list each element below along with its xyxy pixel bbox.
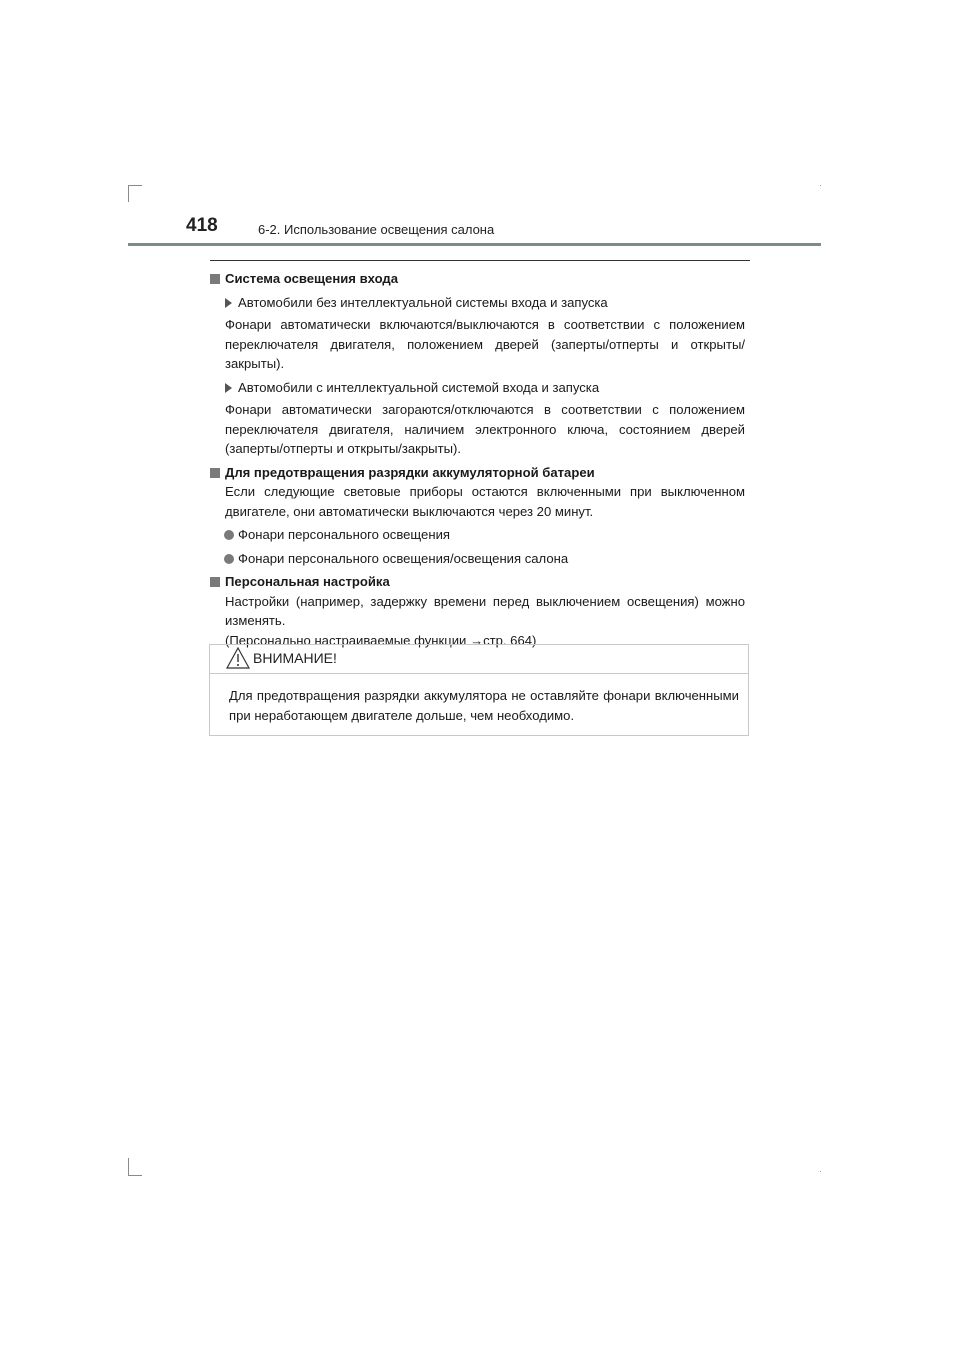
main-content [210,269,745,652]
paragraph-battery-saver: Если следующие световые приборы остаются включенными при выключенном двигателе, они автоматически выключаются через 20 минут. [225,484,745,519]
warning-box [209,644,749,736]
crop-mark-top-left-vertical [128,185,129,202]
list-item [210,549,745,569]
square-bullet-icon [210,468,220,478]
list-item-text: Фонари персонального освещения/освещения салона [238,550,569,566]
circle-bullet-icon [224,530,234,540]
page-reference: (Персонально настраиваемые функции →стр. 664) [225,632,537,648]
list-item [210,525,745,545]
crop-mark-bottom-left-vertical [128,1158,129,1175]
warning-text: Для предотвращения разрядки аккумулятора не оставляйте фонари включенными при неработающем двигателе дольше, чем необходимо. [229,688,739,723]
subheading-text: Автомобили без интеллектуальной системы входа и запуска [238,294,608,310]
subheading-with-smart-entry [210,378,745,398]
heading-text: Система освещения входа [225,271,398,286]
paragraph-customization: Настройки (например, задержку времени перед выключением освещения) можно изменять. [225,593,745,628]
heading-text: Для предотвращения разрядки аккумуляторной батареи [225,464,595,480]
crop-mark-top-left-horizontal [128,185,142,186]
header-rule [128,243,821,246]
circle-bullet-icon [224,554,234,564]
warning-header [210,645,748,674]
warning-title: ВНИМАНИЕ! [253,650,337,666]
paragraph-with-smart-entry: Фонари автоматически загораются/отключаются в соответствии с положением переключателя двигателя, наличием электронного ключа, состоянием дверей (заперты/отперты и открыты/закрыты). [225,402,745,456]
heading-battery-saver [210,463,745,483]
crop-dot-bottom-right [820,1171,821,1172]
heading-entry-lighting [210,269,745,289]
section-title: 6-2. Использование освещения салона [258,222,495,237]
subheading-text: Автомобили с интеллектуальной системой входа и запуска [238,379,600,395]
content-top-rule [210,260,750,261]
square-bullet-icon [210,274,220,284]
heading-text: Персональная настройка [225,574,390,589]
paragraph-without-smart-entry: Фонари автоматически включаются/выключаются в соответствии с положением переключателя двигателя, положением дверей (заперты/отперты и открыты/закрыты). [225,317,745,371]
list-item-text: Фонари персонального освещения [238,527,450,542]
crop-dot-top-right [820,185,821,186]
page-number: 418 [186,215,218,236]
warning-triangle-icon [226,647,250,669]
triangle-bullet-icon [225,383,232,393]
triangle-bullet-icon [225,298,232,308]
crop-mark-bottom-left-horizontal [128,1175,142,1176]
heading-customization [210,572,745,592]
subheading-without-smart-entry [210,293,745,313]
square-bullet-icon [210,577,220,587]
